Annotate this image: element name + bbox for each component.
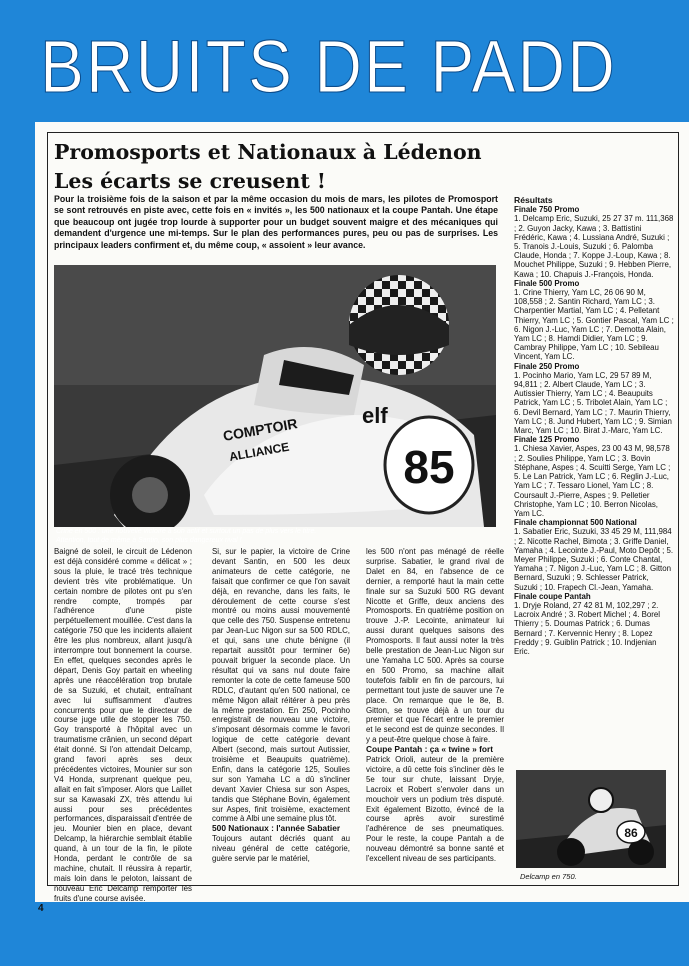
thumbnail-number: 86 [624,826,638,840]
magazine-banner [0,0,689,110]
results-list: 1. Pocinho Mario, Yam LC, 29 57 89 M, 94,811 ; 2. Albert Claude, Yam LC ; 3. Autissier Thierry, Yam LC ; 4. Beaupuits Patrick, Yam LC ; 5. Tribolet Alain, Yam LC ; 6. Devil Bernard, Yam LC ; 7. Maurin Thierry, Yam LC ; 8. Jund Hubert, Yam LC ; 9. Simian Marc, Yam LC ; 10. Birat J.-Marc, Yam LC. [514,370,672,436]
article-column-3 [366,547,504,864]
fairing-sponsor-1: COMPTOIR [221,415,299,444]
results-heading: Finale 750 Promo [514,205,580,215]
column-2-text-b: Toujours autant décriés quant au niveau général de cette catégorie, guère servie par le matériel, [212,834,350,864]
results-list: 1. Crine Thierry, Yam LC, 26 06 90 M, 108,558 ; 2. Santin Richard, Yam LC ; 3. Charpentier Martial, Yam LC ; 4. Pelletant Thierry, Yam LC ; 5. Gontier Pascal, Yam LC ; 6. Nigon J.-Luc, Yam LC ; 7. Demotta Alain, Yam LC ; 8. Hamdi Didier, Yam LC ; 9. Cambray Philippe, Yam LC ; 10. Sebileau Vincent, Yam LC. [514,288,674,362]
results-heading: Finale 250 Promo [514,361,580,371]
article-lead: Pour la troisième fois de la saison et par la même occasion du mois de mars, les pilotes de Promosport se sont retrouvés en piste avec, cette fois en « invités », les 500 nationaux et la coupe Pantah. Une étape que beaucoup ont jugée trop lourde à supporter pour un budget souvent maigre et des mécaniques qui demandent d'urgence une mi-temps. Sur le plan des performances pures, peu ou pas de surprises. Les principaux leaders confirment et, du même coup, « assoient » leur avance. [54,194,498,250]
race-photo [54,265,496,527]
headline-line-2: Les écarts se creusent ! [54,169,326,193]
results-list: 1. Sabatier Eric, Suzuki, 33 45 29 M, 111,984 ; 2. Nicotte Rachel, Bimota ; 3. Griffe Daniel, Yamaha ; 4. Lecointe J.-Paul, Moto Depôt ; 5. Meyer Philippe, Suzuki ; 6. Conte Chantal, Yamaha ; 7. Nigon J.-Luc, Yam LC ; 8. Gitton Bernard, Suzuki ; 9. Schlesser Patrick, Suzuki ; 10. Frapech Cl.-Jean, Yamaha. [514,527,674,592]
column-3-subhead: Coupe Pantah : ça « twine » fort [366,744,494,755]
results-list: 1. Chiesa Xavier, Aspes, 23 00 43 M, 98,578 ; 2. Soulies Philippe, Yam LC ; 3. Bovin Stéphane, Aspes ; 4. Scuitti Serge, Yam LC ; 5. Le Lan Patrick, Yam LC ; 6. Reglin J.-Luc, Yam LC ; 7. Tessaro Lionel, Yam LC ; 8. Coursault J.-Pierre, Aspes ; 9. Pelletier Christophe, Yam LC ; 10. Berron Nicolas, Yam LC. [514,444,671,518]
fairing-number: 85 [403,441,455,493]
fairing-sponsor-2: ALLIANCE [228,439,291,464]
results-heading: Finale 125 Promo [514,435,580,445]
results-heading: Finale championnat 500 National [514,518,637,528]
results-heading: Finale 500 Promo [514,278,580,288]
headline-line-1: Promosports et Nationaux à Lédenon [54,140,482,164]
column-3-text: les 500 n'ont pas ménagé de réelle surprise. Sabatier, le grand rival de Dalet en 84, en l'absence de ce dernier, a remporté haut la main cette finale sur sa Suzuki 500 RG devant Nicotte et Griffe, deux anciens des Promosports. En quatrième position on trouve J.-P. Lecointe, animateur lui aussi durant quelques saisons des Promosports. Il faut aussi noter la très belle prestation de Jean-Luc Nigon sur une Yamaha LC 500. Après sa course en 500 Promo, sa machine allait toutefois faiblir en fin de parcours, lui permettant tout juste de sauver une 7e place. On remarque que le 8e, B. Gitton, se trouve déjà à un tour du premier et que l'écart entre le premier et le second est de quinze secondes. Il y a peut-être quelque chose à faire. [366,547,504,745]
photo-caption-line-2: Attention, tout de même à Santin, son plus dangereux rival ! [56,537,242,544]
results-title: Résultats [514,195,553,205]
thumbnail-caption: Delcamp en 750. [520,872,577,881]
column-2-subhead: 500 Nationaux : l'année Sabatier [212,823,341,834]
column-2-text: Si, sur le papier, la victoire de Crine devant Santin, en 500 les deux animateurs de cette catégorie, ne faisait que confirmer ce que l'on savait déjà, en revanche, dans les faits, le déroulement de cette course s'est montré ou moins aussi mouvementé que celle des 750. Suspense entretenu par Jean-Luc Nigon sur sa 500 RDLC, et qui, sans une chute bénigne (il repartait aussitôt pour terminer 6e) pouvait briguer la seconde place. Un résultat qui va sans nul doute faire remonter la cote de cette fameuse 500 RDLC, d'autant qu'en 500 national, ce même Nigon allait réitérer à peu près la même prestation. En 250, Pocinho enregistrait de nouveau une victoire, s'imposant désormais comme le favori logique de cette catégorie devant Albert (second, mais surtout Autissier, troisième et Beaupuits quatrième). Enfin, dans la catégorie 125, Soulies sur son Yamaha LC a dû s'incliner devant Xavier Chiesa sur son Aspes, tandis que Stéphane Bovin, également sur Aspes, finit troisième, exactement comme à Albi une semaine plus tôt. [212,547,350,824]
column-3-text-b: Patrick Orioli, auteur de la première victoire, a dû cette fois s'incliner dès le 5e tour sur chute, laissant Dryje, Lacroix et Robert s'envoler dans un mouchoir vers un podium très disputé. Exit également Bizotto, évincé de la course après avoir surestimé l'adhérence de ses pneumatiques. Pour le reste, la coupe Pantah a de nouveau démontré sa bonne santé et l'excellent niveau de ses participants. [366,755,504,864]
motorcycle-image [54,265,496,527]
column-1-text: Baigné de soleil, le circuit de Lédenon est déjà considéré comme « délicat » ; sous la pluie, le tracé très technique devient très vite problématique. Un certain nombre de pilotes ont pu s'en rendre compte, trompés par l'adhérence d'une piste perpétuellement mouillée. C'est dans la catégorie 750 que les incidents allaient être les plus nombreux, allant jusqu'à interrompre tout bonnement la course. En effet, quelques secondes après le départ, Denis Goy partait en wheeling après une réaccélération trop brutale de sa Suzuki, et chutait, entraînant avec lui suffisamment d'autres concurrents pour que le directeur de course juge utile de stopper les 750. Goy transporté à l'hôpital avec un traumatisme crânien, un second départ était donné. Si l'on attendait Delcamp, grand favori après ses deux précédentes victoires, Mounier sur son V4 Honda, surprenant quelque peu, allait en fait s'imposer. Alors que Laillet sur sa Kawasaki ZX, très attendu lui aussi pour ses précédentes performances, disparaissait d'entrée de jeu. Mounier bien en place, devant Delcamp, la hiérarchie semblait établie quand, à un tour de la fin, le pilote Honda, perdant le contrôle de sa machine, chutait. Il réussira à repartir, mais loin dans le peloton, laissant de nouveau Eric Delcamp remporter les fruits d'une course avisée. [54,547,192,903]
article-headline [54,138,494,196]
article-column-1 [54,547,192,904]
thumbnail-photo [516,770,666,868]
page-number: 4 [38,903,44,914]
results-list: 1. Delcamp Eric, Suzuki, 25 27 37 m. 111,368 ; 2. Guyon Jacky, Kawa ; 3. Battistini Frédéric, Kawa ; 4. Lussiana André, Suzuki ; 5. Tranois J.-Louis, Suzuki ; 6. Palomba Claude, Honda ; 7. Koppe J.-Loup, Kawa ; 8. Mouchet Philippe, Suzuki ; 9. Hebben Pierre, Kawa ; 10. Chapuis J.-François, Honda. [514,214,674,279]
results-heading: Finale coupe Pantah [514,591,591,601]
article-column-2 [212,547,350,864]
results-list: 1. Dryje Roland, 27 42 81 M, 102,297 ; 2. Lacroix André ; 3. Robert Michel ; 4. Borel Thierry ; 5. Doumas Patrick ; 6. Dumas Bernard ; 7. Kervennic Henry ; 8. Lopez Freddy ; 9. Guiblin Patrick ; 10. Indjenian Eric. [514,600,661,656]
photo-caption [56,527,476,545]
photo-caption-line-1: Crine en 500 : une nouvelle victoire à son actif et surtout un pas de plus vers le titre. [56,528,317,535]
motorcycle-thumbnail-image [516,770,666,868]
fairing-sponsor-elf: elf [362,403,388,428]
results-sidebar [514,196,674,656]
banner-title: BRUITS DE PADD [40,24,617,108]
